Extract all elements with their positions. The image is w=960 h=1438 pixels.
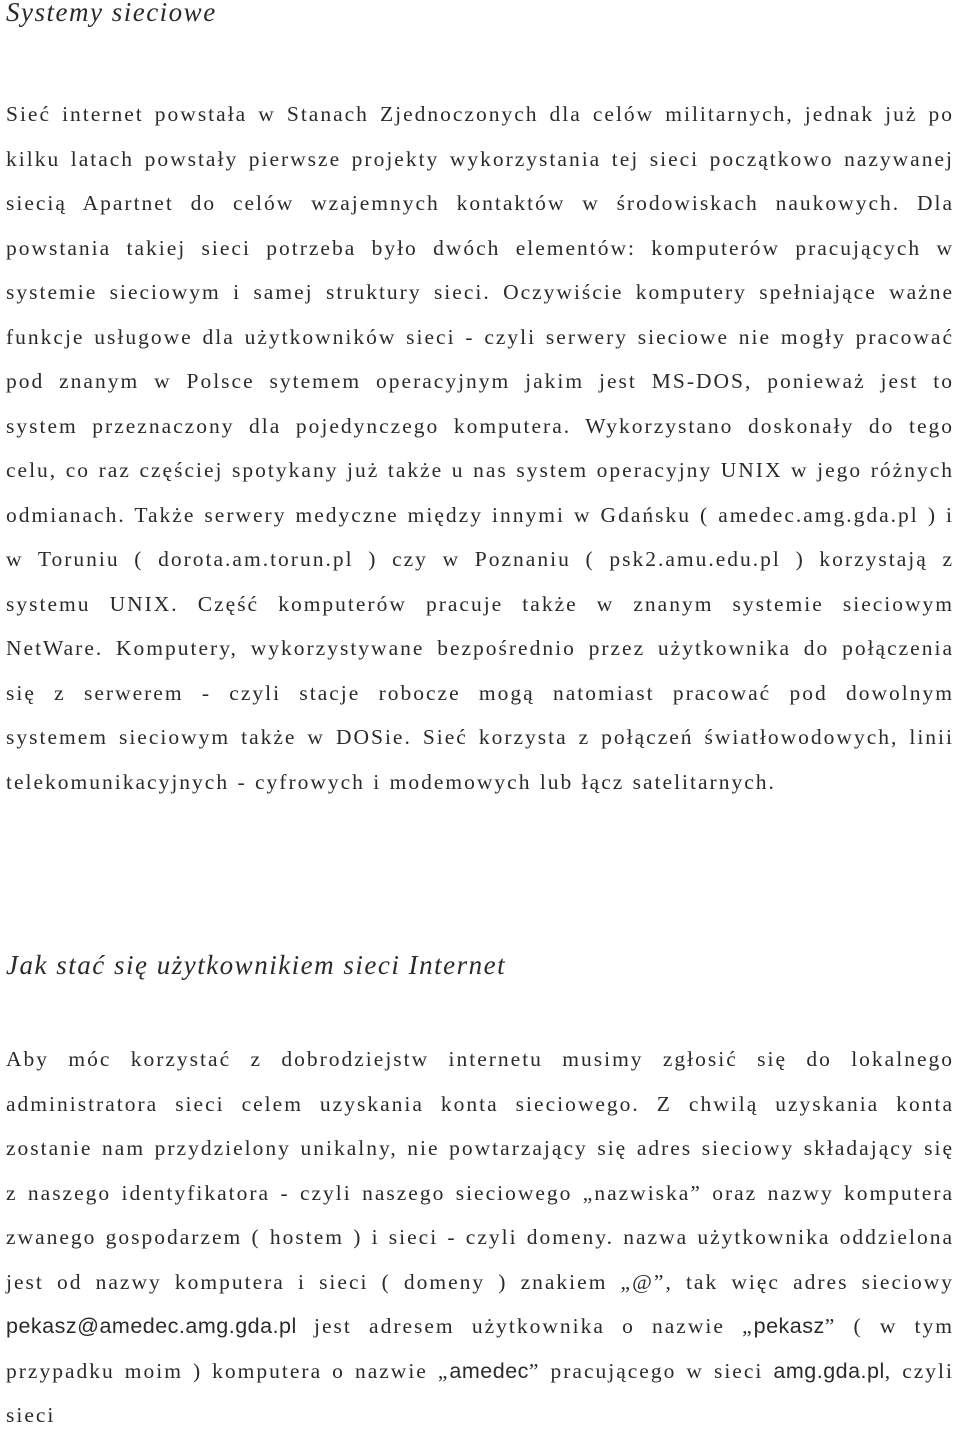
paragraph-text-adres: jest adresem użytkownika o nazwie „ xyxy=(296,1314,754,1338)
paragraph-systemy-sieciowe: Sieć internet powstała w Stanach Zjednoczonych dla celów militarnych, jednak już po kilku latach powstały pierwsze projekty wykorzystania tej sieci początkowo nazywanej siecią Apartnet do celów wzajemnych kontaktów w środowiskach naukowych. Dla powstania takiej sieci potrzeba było dwóch elementów: komputerów pracujących w systemie sieciowym i samej struktury sieci. Oczywiście komputery spełniające ważne funkcje usługowe dla użytkowników sieci - czyli serwery sieciowe nie mogły pracować pod znanym w Polsce sytemem operacyjnym jakim jest MS-DOS, ponieważ jest to system przeznaczony dla pojedynczego komputera. Wykorzystano doskonały do tego celu, co raz częściej spotykany już także u nas system operacyjny UNIX w jego różnych odmianach. Także serwery medyczne między innymi w Gdańsku ( amedec.amg.gda.pl ) i w Toruniu ( dorota.am.torun.pl ) czy w Poznaniu ( psk2.amu.edu.pl ) korzystają z systemu UNIX. Część komputerów pracuje także w znanym systemie sieciowym NetWare. Komputery, wykorzystywane bezpośrednio przez użytkownika do połączenia się z serwerem - czyli stacje robocze mogą natomiast pracować pod dowolnym systemem sieciowym także w DOSie. Sieć korzysta z połączeń światłowodowych, linii telekomunikacyjnych - cyfrowych i modemowych lub łącz satelitarnych. xyxy=(6,102,954,794)
section-title-systemy-sieciowe: Systemy sieciowe xyxy=(6,0,217,27)
paragraph-text-end: , czyli sieci xyxy=(6,1358,954,1427)
paragraph-text-siec: ” pracującego w sieci xyxy=(528,1358,774,1383)
section-title-uzytkownik-internet: Jak stać się użytkownikiem sieci Internet xyxy=(6,950,507,980)
hostname-value: amedec xyxy=(449,1358,529,1383)
email-address: pekasz@amedec.amg.gda.pl xyxy=(6,1314,297,1338)
paragraph-text-komputer: ” ( w tym przypadku moim ) komputera o nazwie „ xyxy=(6,1314,954,1383)
paragraph-text-intro: Aby móc korzystać z dobrodziejstw internetu musimy zgłosić się do lokalnego administratora sieci celem uzyskania konta sieciowego. Z chwilą uzyskania konta zostanie nam przydzielony unikalny, nie powtarzający się adres sieciowy składający się z naszego identyfikatora - czyli naszego sieciowego „nazwiska” oraz nazwy komputera zwanego gospodarzem ( hostem ) i sieci - czyli domeny. nazwa użytkownika oddzielona jest od nazwy komputera i sieci ( domeny ) znakiem „@”, tak więc adres sieciowy xyxy=(6,1047,954,1294)
network-domain-value: amg.gda.pl xyxy=(773,1358,885,1383)
username-value: pekasz xyxy=(753,1314,825,1338)
paragraph-uzytkownik-internet xyxy=(6,1037,954,1438)
